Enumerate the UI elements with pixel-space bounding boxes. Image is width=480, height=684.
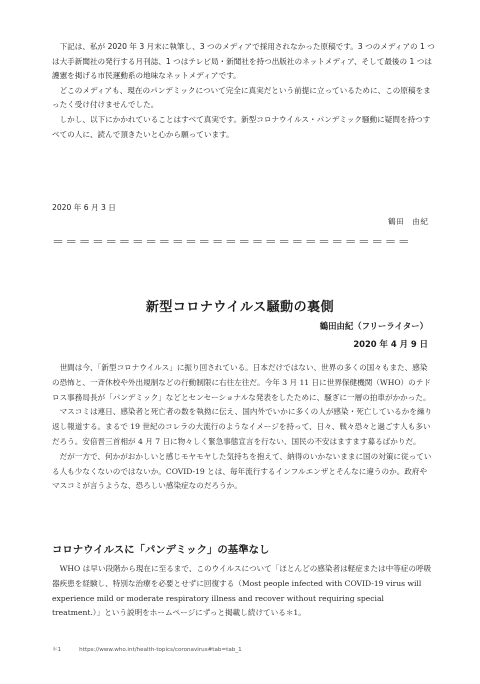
article-title: 新型コロナウイルス騒動の裏側 [145, 300, 335, 315]
body-paragraph: だが一方で、何かがおかしいと感じモヤモヤした気持ちを抱えて、納得のいかないままに国の対策に従っている人も少なくないのではないか。COVID-19 とは、毎年流行するインフルエンザとそんなに違うのか。政府やマスコミが言うような、恐ろしい感染症なのだろうか。 [52, 451, 432, 491]
body-paragraph: マスコミは連日、感染者と死亡者の数を執拗に伝え、国内外でいかに多くの人が感染・死亡しているかを繰り返し報道する。まるで 19 世紀のコレラの大流行のようなイメージを持って、日々、戦々恐々と過ごす人も多いだろう。安倍晋三首相が 4 月 7 日に物々しく緊急事態宣言を行ない、国民の不安はますます募るばかりだ。 [52, 407, 433, 446]
article-date: 2020 年 4 月 9 日 [353, 339, 428, 349]
footnote-link[interactable]: https://www.who.int/health-topics/coronavirus#tab=tab_1 [79, 647, 242, 653]
intro-paragraph: しかし、以下にかかれていることはすべて真実です。新型コロナウイルス・パンデミック騒動に疑問を持つすべての人に、読んで頂きたいと心から願っています。 [52, 114, 431, 139]
intro-signature: 鶴田 由紀 [388, 217, 429, 226]
intro-paragraph: 下記は、私が 2020 年 3 月末に執筆し、3 つのメディアで採用されなかった原稿です。3 つのメディアの 1 つは大手新聞社の発行する月刊誌、1 つはテレビ局・新聞社を持つ出版社のネットメディア、そして最後の 1 つは護憲を掲げる市民運動系の地味なネットメディアです。 [52, 42, 435, 81]
footnote-mark: ＊1 [52, 647, 62, 653]
intro-date: 2020 年 6 月 3 日 [52, 203, 116, 212]
body-paragraph: WHO は早い段階から現在に至るまで、このウイルスについて「ほとんどの感染者は軽症または中等症の呼吸器疾患を経験し、特別な治療を必要とせずに回復する（Most people infected with COVID-19 virus will experience mild or moderate respiratory illness and recover without requiring special treatment.）」という説明をホームページにずっと掲載し続けている＊1。 [52, 564, 432, 618]
article-author: 鶴田由紀（フリーライター） [319, 321, 428, 331]
divider-line: ＝＝＝＝＝＝＝＝＝＝＝＝＝＝＝＝＝＝＝＝＝＝＝＝＝＝＝ [52, 235, 412, 249]
body-paragraph: 世間は今、「新型コロナウイルス」に振り回されている。日本だけではない、世界の多くの国々もまた、感染の恐怖と、一斉休校や外出規制などの行動制限に右往左往だ。今年 3 月 11 日に世界保健機関（WHO）のテドロス事務局長が「パンデミック」などとセンセーショナルな発表をしたために、騒ぎに一層の拍車がかかった。 [52, 363, 431, 402]
article-body [52, 361, 434, 494]
intro-paragraph: どこのメディアも、現在のパンデミックについて完全に真実だという前提に立っているために、この原稿をまったく受け付けませんでした。 [52, 85, 431, 110]
section-heading: コロナウイルスに「パンデミック」の基準なし [52, 544, 270, 556]
footnote [52, 645, 242, 653]
intro-section [52, 40, 436, 142]
section-body [52, 562, 434, 621]
